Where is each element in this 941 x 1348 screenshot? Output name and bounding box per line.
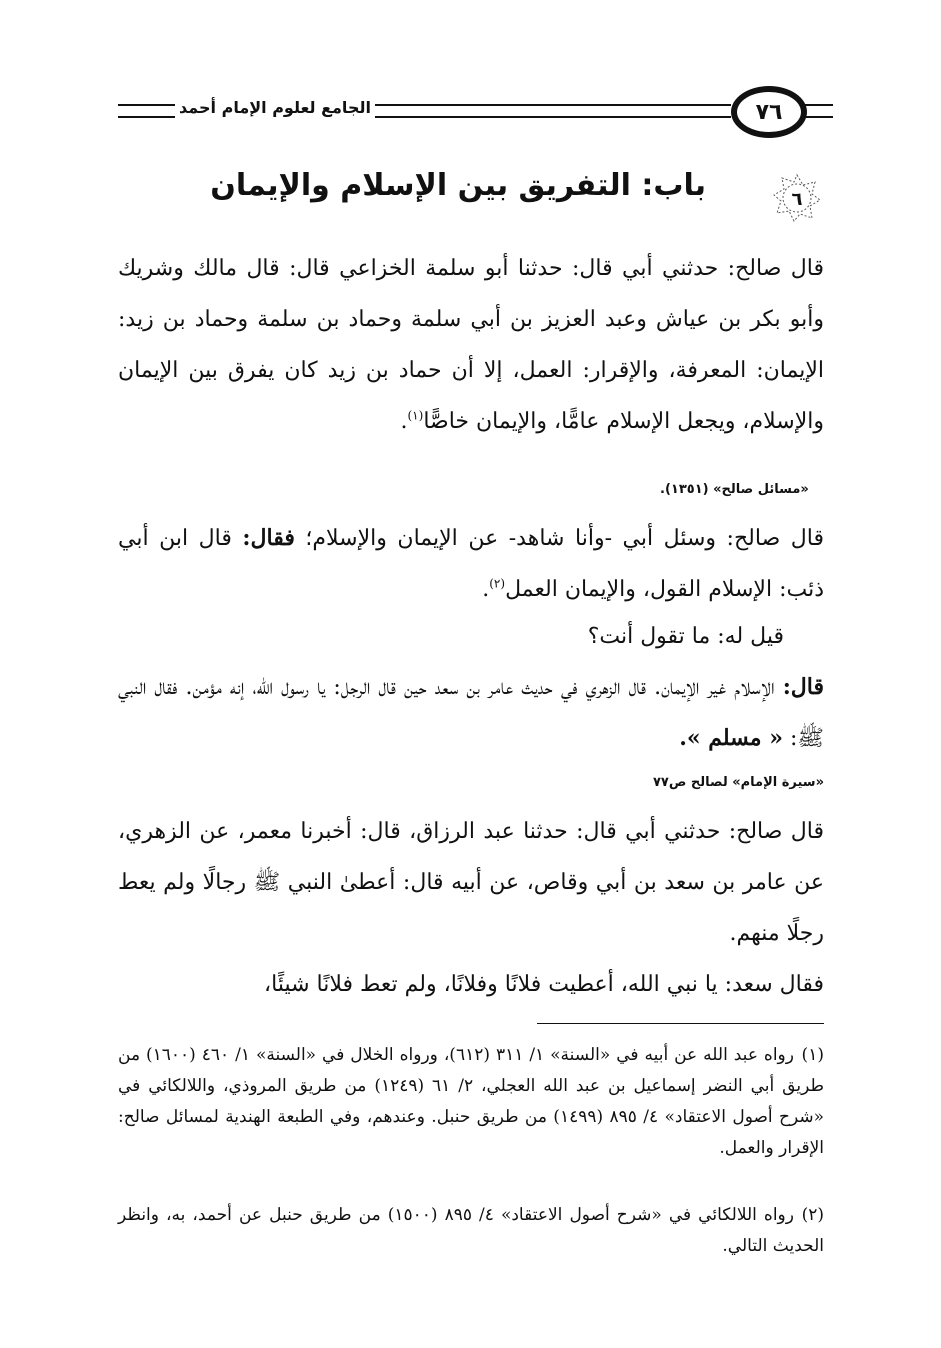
paragraph-3 [118, 611, 824, 662]
chapter-ornament-icon [772, 173, 822, 223]
paragraph-2-end: . [482, 577, 490, 602]
footnote-ref-2[interactable]: (٢) [489, 576, 506, 591]
page-number: ٧٦ [731, 86, 807, 138]
paragraph-1-text: قال صالح: حدثني أبي قال: حدثنا أبو سلمة الخزاعي قال: قال مالك وشريك وأبو بكر بن عياش وعبد العزيز بن أبي سلمة وحماد بن سلمة وحماد بن زيد: الإيمان: المعرفة، والإقرار: العمل، إلا أن حماد بن زيد كان يفرق بين الإيمان والإسلام، ويجعل الإسلام عامًّا، والإيمان خاصًّا [118, 256, 824, 434]
footnote-1-number: (١) [801, 1045, 824, 1065]
paragraph-2-text: قال صالح: وسئل أبي -وأنا شاهد- عن الإيمان والإسلام؛ [305, 526, 825, 551]
paragraph-6-text: فقال سعد: يا نبي الله، أعطيت فلانًا وفلانًا، ولم تعط فلانًا شيئًا، [264, 972, 824, 997]
header-rule-mid-bottom [375, 116, 731, 118]
paragraph-2-rest: قال ابن أبي ذئب: الإسلام القول، والإيمان العمل [118, 526, 824, 602]
source-citation-2: «سيرة الإمام» لصالح ص٧٧ [652, 775, 824, 790]
footnote-2-number: (٢) [801, 1205, 824, 1225]
header-rule-right-bottom [805, 116, 833, 118]
paragraph-6 [118, 959, 824, 1010]
paragraph-4 [118, 662, 824, 764]
footnote-1 [118, 1040, 824, 1164]
paragraph-2 [118, 513, 824, 615]
footnote-1-text: رواه عبد الله عن أبيه في «السنة» ١/ ٣١١ (٦١٢)، ورواه الخلال في «السنة» ١/ ٤٦٠ (١٦٠٠) من طريق أبي النضر إسماعيل بن عبد الله العجلي، ٢/ ٦١ (١٢٤٩) من طريق المروذي، واللالكائي في «شرح أصول الاعتقاد» ٤/ ٨٩٥ (١٤٩٩) من طريق حنبل. وعندهم، وفي الطبعة الهندية لمسائل صالح: الإقرار والعمل. [118, 1045, 825, 1158]
chapter-number: ٦ [791, 189, 803, 210]
footnote-2-text: رواه اللالكائي في «شرح أصول الاعتقاد» ٤/ ٨٩٥ (١٥٠٠) من طريق حنبل عن أحمد، به، وانظر الحديث التالي. [118, 1205, 824, 1256]
paragraph-1-end: . [400, 409, 408, 434]
paragraph-2-keyword: فقال: [242, 525, 295, 551]
source-citation-1: «مسائل صالح» (١٣٥١). [660, 482, 809, 497]
paragraph-5-text: قال صالح: حدثني أبي قال: حدثنا عبد الرزاق، قال: أخبرنا معمر، عن الزهري، عن عامر بن سعد بن أبي وقاص، عن أبيه قال: أعطىٰ النبي ﷺ رجالًا ولم يعط رجلًا منهم. [118, 819, 824, 946]
header-rule-right-top [805, 104, 833, 106]
paragraph-4-text: الإسلام غير الإيمان. قال الزهري في حديث عامر بن سعد حين قال الرجل: يا رسول الله، إنه مؤمن. فقال النبي ﷺ: [118, 675, 824, 751]
paragraph-1 [118, 243, 824, 447]
paragraph-3-text: قيل له: ما تقول أنت؟ [587, 624, 784, 649]
footnote-ref-1[interactable]: (١) [407, 408, 424, 423]
chapter-title: باب: التفريق بين الإسلام والإيمان [210, 168, 706, 203]
footnote-2 [118, 1200, 824, 1262]
paragraph-4-quote: « مسلم ». [679, 725, 783, 751]
running-title: الجامع لعلوم الإمام أحمد [175, 98, 375, 117]
header-rule-mid-top [375, 104, 731, 106]
header-rule-left-bottom [118, 116, 175, 118]
header-rule-left-top [118, 104, 175, 106]
footnote-separator [537, 1023, 824, 1024]
paragraph-5 [118, 806, 824, 959]
paragraph-4-keyword: قال: [782, 674, 825, 700]
